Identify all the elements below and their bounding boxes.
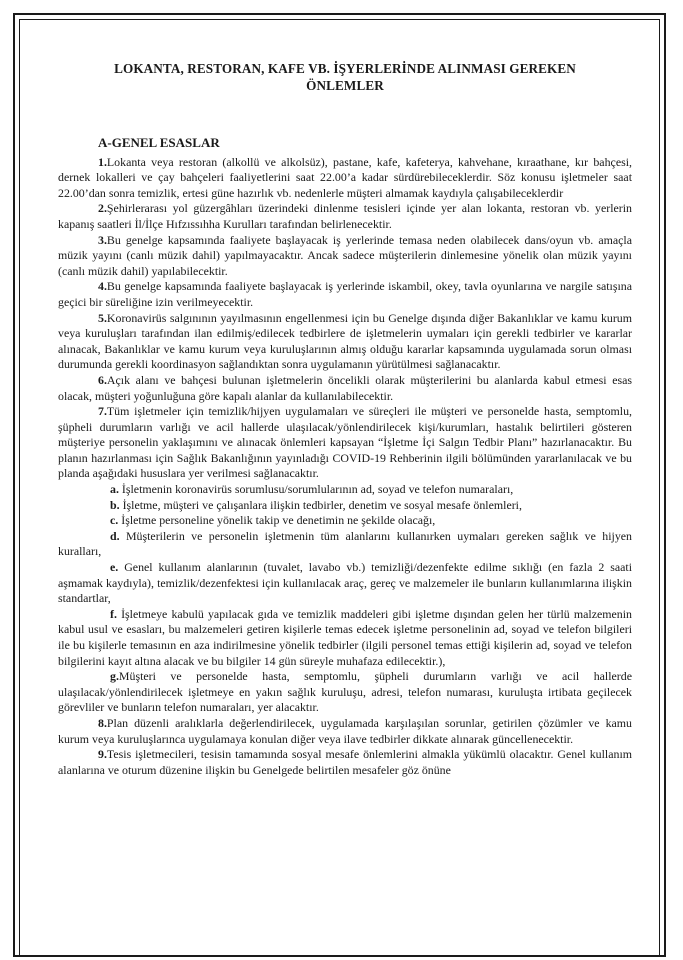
paragraph-item-1 (58, 155, 632, 202)
item-number: 6. (98, 372, 107, 387)
item-number: 5. (98, 310, 107, 325)
item-number: 4. (98, 279, 107, 294)
item-text: Lokanta veya restoran (alkollü ve alkolsüz), pastane, kafe, kafeterya, kahvehane, kıraathane, kır bahçesi, dernek lokalleri ve çay bahçeleri faaliyetlerini saat 22.00’a kadar sürdürebileceklerdir. Söz konusu işletmeler saat 22.00’dan sonra temizlik, ertesi güne hazırlık vb. nedenlerle müşteri almamak kaydıyla çalışabileceklerdir (58, 154, 632, 200)
subitem-g (58, 669, 632, 716)
subitem-text: İşletme personeline yönelik takip ve denetimin ne şekilde olacağı, (121, 513, 436, 528)
document-title (58, 60, 632, 94)
item-number: 8. (98, 715, 107, 730)
item-number: 9. (98, 747, 107, 762)
subitem-letter: g. (110, 669, 119, 684)
paragraph-item-5 (58, 311, 632, 373)
section-heading: A-GENEL ESASLAR (98, 135, 220, 150)
subitem-text: İşletmenin koronavirüs sorumlusu/sorumlularının ad, soyad ve telefon numaraları, (121, 482, 514, 497)
subitem-letter: b. (110, 497, 120, 512)
item-number: 3. (98, 232, 107, 247)
subitem-text: İşletmeye kabulü yapılacak gıda ve temizlik maddeleri gibi işletme dışından gelen her türlü malzemenin kabul usul ve esasları, bu malzemeleri getiren kişilerle temas edecek işletme personelinin ad, soyad ve telefon bilgileri ile bu kişilerle temasının en aza indirilmesine yönelik tedbirler (ilgili personel temas ettiği kişilerin ad, soyad ve telefon bilgilerini kayıt altına alacak ve bu bilgiler 14 gün süreyle muhafaza edilecektir.), (58, 606, 632, 668)
subitem-c (58, 513, 632, 529)
paragraph-item-4 (58, 279, 632, 310)
paragraph-item-7 (58, 404, 632, 482)
item-number: 1. (98, 154, 107, 169)
subitem-d (58, 529, 632, 560)
item-text: Bu genelge kapsamında faaliyete başlayacak iş yerlerinde temasa neden olabilecek dans/oyun vb. amaçla müzik yayını (canlı müzik dahil) yapılmayacaktır. Ancak sadece müşterilerin dinlemesine yönelik olan müzik yayını (canlı müzik dahil) yapılabilecektir. (58, 232, 632, 278)
subitem-letter: f. (110, 606, 117, 621)
paragraph-item-3 (58, 233, 632, 280)
subitem-text: Genel kullanım alanlarının (tuvalet, lavabo vb.) temizliği/dezenfekte edilme sıklığı (en fazla 2 saati aşmamak kaydıyla), temizlik/dezenfektesi için kullanılacak araç, gereç ve malzemeler ile bunların kullanımlarına ilişkin standartlar, (58, 560, 632, 606)
subitem-f (58, 607, 632, 669)
document-body (58, 60, 632, 778)
subitem-text: İşletme, müşteri ve çalışanlara ilişkin tedbirler, denetim ve sosyal mesafe önlemleri, (122, 497, 522, 512)
subitem-text: Müşteri ve personelde hasta, semptomlu, şüpheli durumların varlığı ve acil hallerde ulaşılacak/yönlendirilecek işletmeye en yakın sağlık kuruluşu, adresi, telefon numarası, kuruluşta irtibata geçilecek görevliler ve bunların telefon numaraları, yer alacaktır. (58, 669, 632, 715)
paragraph-item-2 (58, 201, 632, 232)
item-text: Plan düzenli aralıklarla değerlendirilecek, uygulamada karşılaşılan sorunlar, getirilen çözümler ve kamu kurum veya kuruluşlarınca uygulamaya konulan diğer veya ilave tedbirler dikkate alınarak güncellenecektir. (58, 715, 632, 746)
subitem-e (58, 560, 632, 607)
subitem-b (58, 498, 632, 514)
paragraph-item-9 (58, 747, 632, 778)
subitem-letter: c. (110, 513, 119, 528)
item-text: Açık alanı ve bahçesi bulunan işletmelerin öncelikli olarak müşterilerini bu alanlarda kabul etmesi esas olacak, müşteri yoğunluğuna göre kapalı alanlar da kullanılabilecektir. (58, 372, 632, 403)
subitem-letter: a. (110, 482, 119, 497)
subitem-text: Müşterilerin ve personelin işletmenin tüm alanlarını kullanırken uymaları gereken sağlık ve hijyen kuralları, (58, 528, 632, 559)
item-number: 2. (98, 201, 107, 216)
item-text: Koronavirüs salgınının yayılmasının engellenmesi için bu Genelge dışında diğer Bakanlıklar ve kamu kurum veya kuruluşları tarafından ilan edilmiş/edilecek tedbirlere de işletmelerin uymaları için gerekli tedbirler ve kararlar alınacak, Bakanlıklar ve kamu kurum veya kuruluşlarının almış olduğu kararlar kapsamında uygulamada sorun olması durumunda gerekli koordinasyon sağlandıktan sonra uygulamanın yürütülmesi sağlanacaktır. (58, 310, 632, 372)
title-line-2: ÖNLEMLER (306, 78, 384, 93)
subitem-letter: d. (110, 528, 120, 543)
subitem-letter: e. (110, 560, 119, 575)
item-text: Bu genelge kapsamında faaliyete başlayacak iş yerlerinde iskambil, okey, tavla oyunlarına ve nargile satışına geçici bir süreliğine izin verilmeyecektir. (58, 279, 632, 309)
title-line-1: LOKANTA, RESTORAN, KAFE VB. İŞYERLERİNDE ALINMASI GEREKEN (114, 61, 576, 76)
subitem-a (58, 482, 632, 498)
paragraph-item-6 (58, 373, 632, 404)
item-text: Şehirlerarası yol güzergâhları üzerindeki dinlenme tesisleri içinde yer alan lokanta, restoran vb. yerlerin kapanış saatleri İl/İlçe Hıfzıssıhha Kurulları tarafından belirlenecektir. (58, 201, 632, 231)
paragraph-item-8 (58, 716, 632, 747)
item-number: 7. (98, 404, 107, 419)
item-text: Tesis işletmecileri, tesisin tamamında sosyal mesafe önlemlerini almakla yükümlü olacaktır. Genel kullanım alanlarına ve oturum düzenine ilişkin bu Genelgede belirtilen mesafeler göz önüne (58, 747, 632, 777)
item-text: Tüm işletmeler için temizlik/hijyen uygulamaları ve süreçleri ile müşteri ve personelde hasta, semptomlu, şüpheli durumların varlığı ve acil hallerde ulaşılacak/yönlendirilecek kişi/kurumları, hastalık belirtileri gösteren müşteriye personelin yaklaşımını ve alınacak önlemleri kapsayan “İşletme İçi Salgın Tedbir Planı” hazırlanacaktır. Bu planın hazırlanması için Sağlık Bakanlığının yayınladığı COVID-19 Rehberinin ilgili bölümünden yararlanılacak ve bu planda aşağıdaki hususlara yer verilmesi sağlanacaktır. (58, 404, 632, 481)
